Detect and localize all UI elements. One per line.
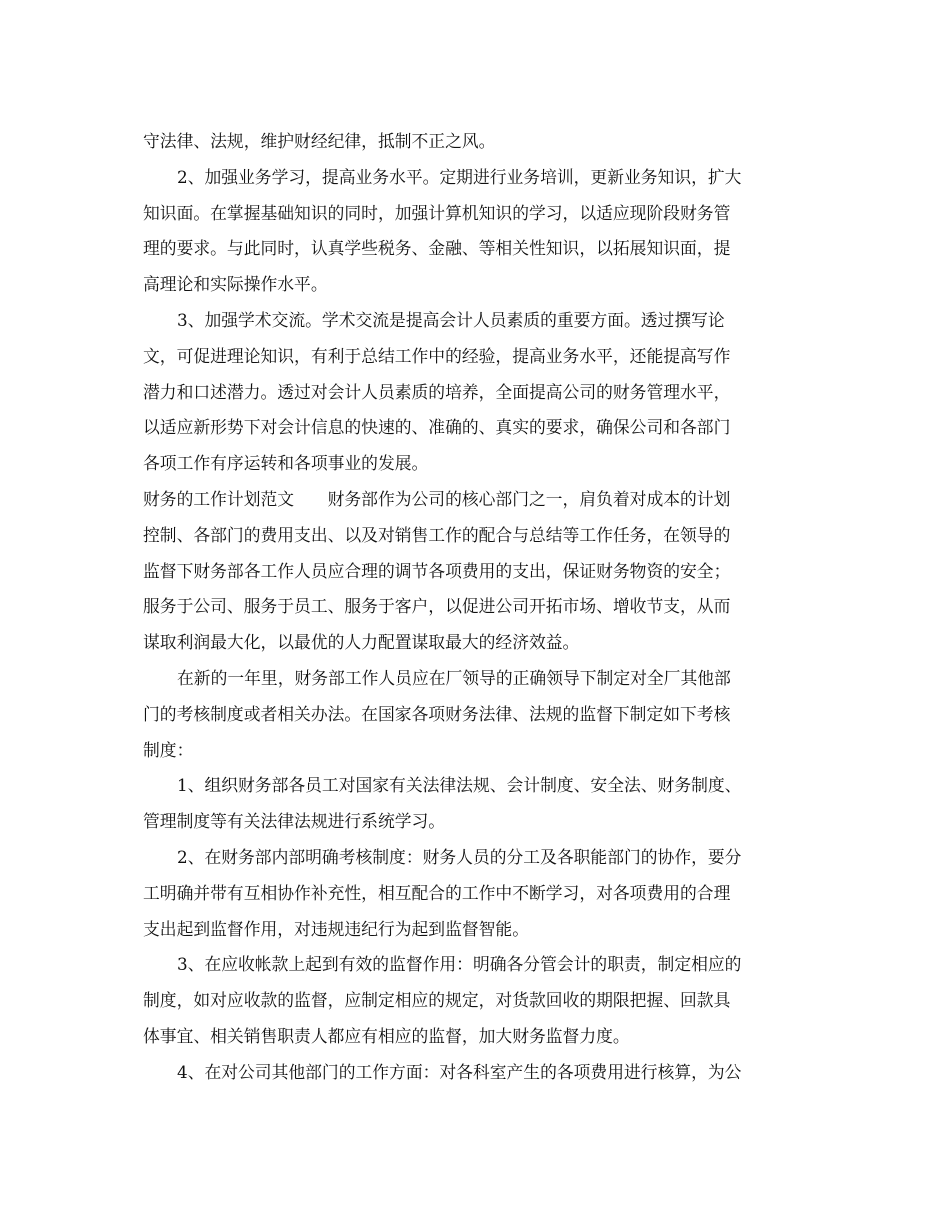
- text-line: 在新的一年里，财务部工作人员应在厂领导的正确领导下制定对全厂其他部: [177, 667, 731, 688]
- text-line: 监督下财务部各工作人员应合理的调节各项费用的支出，保证财务物资的安全；: [143, 560, 731, 581]
- text-line: 知识面。在掌握基础知识的同时，加强计算机知识的学习，以适应现阶段财务管: [143, 202, 731, 223]
- text-line: 门的考核制度或者相关办法。在国家各项财务法律、法规的监督下制定如下考核: [143, 703, 731, 724]
- text-line: 3、加强学术交流。学术交流是提高会计人员素质的重要方面。透过撰写论: [177, 309, 725, 330]
- text-line: 高理论和实际操作水平。: [143, 274, 328, 295]
- text-line: 4、在对公司其他部门的工作方面：对各科室产生的各项费用进行核算，为公: [177, 1061, 742, 1082]
- text-line: 3、在应收帐款上起到有效的监督作用：明确各分管会计的职责，制定相应的: [177, 954, 742, 975]
- text-line: 财务的工作计划范文 财务部作为公司的核心部门之一，肩负着对成本的计划: [143, 488, 731, 509]
- text-line: 1、组织财务部各员工对国家有关法律法规、会计制度、安全法、财务制度、: [177, 775, 742, 796]
- text-line: 体事宜、相关销售职责人都应有相应的监督，加大财务监督力度。: [143, 1025, 630, 1046]
- text-line: 工明确并带有互相协作补充性，相互配合的工作中不断学习，对各项费用的合理: [143, 882, 731, 903]
- text-line: 2、在财务部内部明确考核制度：财务人员的分工及各职能部门的协作，要分: [177, 846, 742, 867]
- text-line: 潜力和口述潜力。透过对会计人员素质的培养，全面提高公司的财务管理水平，: [143, 381, 731, 402]
- text-line: 各项工作有序运转和各项事业的发展。: [143, 453, 429, 474]
- text-line: 服务于公司、服务于员工、服务于客户，以促进公司开拓市场、增收节支，从而: [143, 596, 731, 617]
- text-line: 谋取利润最大化，以最优的人力配置谋取最大的经济效益。: [143, 632, 580, 653]
- document-body: [143, 124, 803, 1091]
- text-line: 制度：: [143, 739, 194, 760]
- text-line: 文，可促进理论知识，有利于总结工作中的经验，提高业务水平，还能提高写作: [143, 345, 731, 366]
- text-line: 控制、各部门的费用支出、以及对销售工作的配合与总结等工作任务，在领导的: [143, 524, 731, 545]
- text-line: 以适应新形势下对会计信息的快速的、准确的、真实的要求，确保公司和各部门: [143, 417, 731, 438]
- text-line: 理的要求。与此同时，认真学些税务、金融、等相关性知识，以拓展知识面，提: [143, 238, 731, 259]
- text-line: 支出起到监督作用，对违规违纪行为起到监督智能。: [143, 918, 529, 939]
- text-line: 2、加强业务学习，提高业务水平。定期进行业务培训，更新业务知识，扩大: [177, 166, 742, 187]
- text-line: 管理制度等有关法律法规进行系统学习。: [143, 811, 446, 832]
- text-line: 制度，如对应收款的监督，应制定相应的规定，对货款回收的期限把握、回款具: [143, 990, 731, 1011]
- text-line: 守法律、法规，维护财经纪律，抵制不正之风。: [143, 131, 496, 151]
